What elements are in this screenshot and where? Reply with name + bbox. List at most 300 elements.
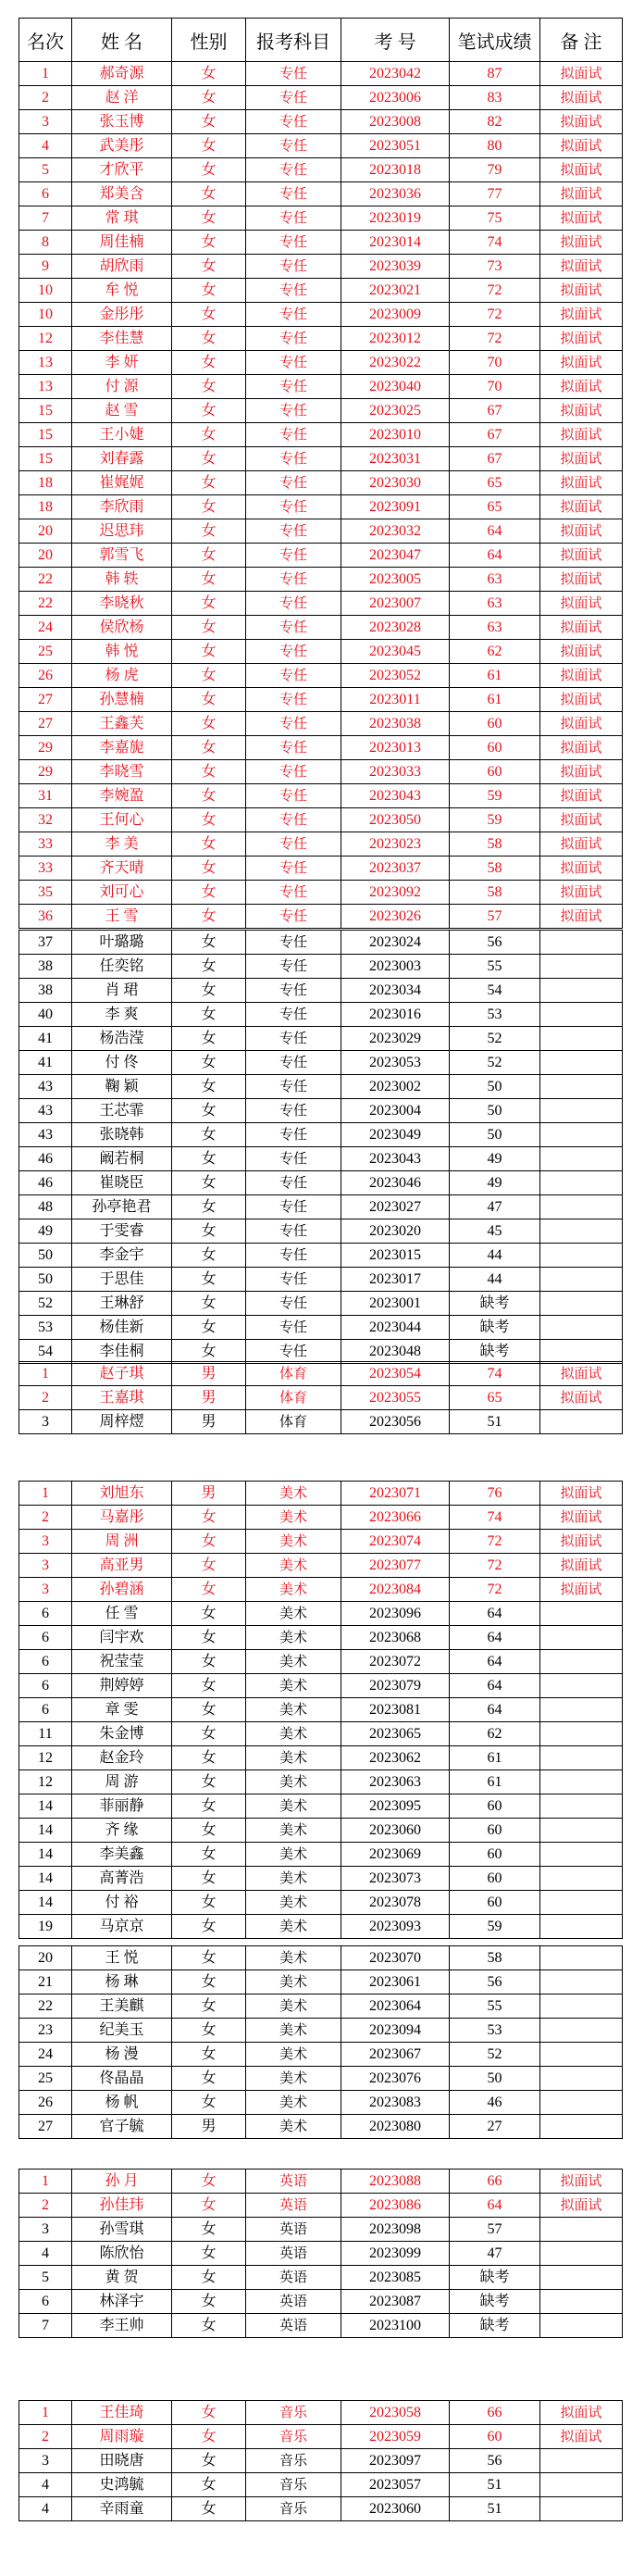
table-row xyxy=(19,471,623,495)
rank-cell: 12 xyxy=(19,1770,72,1794)
score-cell: 74 xyxy=(450,1362,540,1386)
rank-cell: 15 xyxy=(19,423,72,447)
name-cell: 孙亭艳君 xyxy=(72,1195,172,1219)
rank-cell: 15 xyxy=(19,447,72,471)
name-cell: 任奕铭 xyxy=(72,955,172,979)
score-cell: 64 xyxy=(450,1674,540,1698)
table-row xyxy=(19,857,623,881)
rank-cell: 19 xyxy=(19,1915,72,1939)
name-cell: 菲丽静 xyxy=(72,1794,172,1819)
table-row xyxy=(19,1770,623,1794)
score-cell: 76 xyxy=(450,1482,540,1506)
subject-cell: 英语 xyxy=(246,2290,341,2314)
subject-cell: 专任 xyxy=(246,303,341,327)
table-row xyxy=(19,86,623,110)
name-cell: 王鑫芙 xyxy=(72,712,172,736)
name-cell: 付 源 xyxy=(72,375,172,399)
rank-cell: 52 xyxy=(19,1292,72,1316)
rank-cell: 27 xyxy=(19,2115,72,2139)
exam-id-cell: 2023083 xyxy=(341,2091,450,2115)
note-cell xyxy=(540,1946,623,1970)
rank-cell: 20 xyxy=(19,1946,72,1970)
results-table-yinyue xyxy=(19,2400,623,2521)
gender-cell: 女 xyxy=(172,62,246,86)
note-cell xyxy=(540,1099,623,1123)
subject-cell: 专任 xyxy=(246,231,341,255)
name-cell: 周梓熤 xyxy=(72,1410,172,1434)
name-cell: 李佳桐 xyxy=(72,1340,172,1364)
exam-id-cell: 2023092 xyxy=(341,881,450,905)
note-cell: 拟面试 xyxy=(540,351,623,375)
score-cell: 83 xyxy=(450,86,540,110)
subject-cell: 专任 xyxy=(246,62,341,86)
table-row xyxy=(19,736,623,760)
subject-cell: 专任 xyxy=(246,182,341,206)
name-cell: 迟思玮 xyxy=(72,519,172,544)
subject-cell: 专任 xyxy=(246,1244,341,1268)
exam-id-cell: 2023015 xyxy=(341,1244,450,1268)
subject-cell: 英语 xyxy=(246,2314,341,2338)
exam-id-cell: 2023067 xyxy=(341,2043,450,2067)
score-cell: 缺考 xyxy=(450,1340,540,1364)
subject-cell: 专任 xyxy=(246,399,341,423)
gender-cell: 女 xyxy=(172,760,246,784)
table-row xyxy=(19,1075,623,1099)
score-cell: 56 xyxy=(450,931,540,955)
score-cell: 74 xyxy=(450,1506,540,1530)
header-gender: 性别 xyxy=(172,19,246,62)
name-cell: 付 佟 xyxy=(72,1051,172,1075)
gender-cell: 女 xyxy=(172,1746,246,1770)
name-cell: 李王帅 xyxy=(72,2314,172,2338)
header-row xyxy=(19,19,623,62)
rank-cell: 43 xyxy=(19,1099,72,1123)
note-cell xyxy=(540,1698,623,1722)
table-row xyxy=(19,182,623,206)
subject-cell: 美术 xyxy=(246,1554,341,1578)
score-cell: 72 xyxy=(450,1578,540,1602)
rank-cell: 41 xyxy=(19,1051,72,1075)
subject-cell: 美术 xyxy=(246,1602,341,1626)
rank-cell: 24 xyxy=(19,616,72,640)
subject-cell: 美术 xyxy=(246,1578,341,1602)
score-cell: 54 xyxy=(450,979,540,1003)
table-row xyxy=(19,640,623,664)
rank-cell: 38 xyxy=(19,979,72,1003)
gender-cell: 女 xyxy=(172,351,246,375)
table-row xyxy=(19,1003,623,1027)
table-row xyxy=(19,2218,623,2242)
gender-cell: 男 xyxy=(172,2115,246,2139)
note-cell xyxy=(540,1027,623,1051)
gender-cell: 女 xyxy=(172,1292,246,1316)
rank-cell: 33 xyxy=(19,832,72,857)
score-cell: 59 xyxy=(450,808,540,832)
rank-cell: 15 xyxy=(19,399,72,423)
exam-id-cell: 2023013 xyxy=(341,736,450,760)
score-cell: 27 xyxy=(450,2115,540,2139)
exam-id-cell: 2023001 xyxy=(341,1292,450,1316)
subject-cell: 专任 xyxy=(246,1195,341,1219)
table-row xyxy=(19,2290,623,2314)
subject-cell: 音乐 xyxy=(246,2401,341,2425)
subject-cell: 美术 xyxy=(246,1650,341,1674)
score-cell: 60 xyxy=(450,1843,540,1867)
note-cell: 拟面试 xyxy=(540,399,623,423)
gender-cell: 女 xyxy=(172,2473,246,2497)
gender-cell: 女 xyxy=(172,1340,246,1364)
table-row xyxy=(19,2497,623,2521)
name-cell: 林泽宇 xyxy=(72,2290,172,2314)
score-cell: 72 xyxy=(450,1554,540,1578)
name-cell: 田晓唐 xyxy=(72,2449,172,2473)
gender-cell: 女 xyxy=(172,134,246,158)
exam-id-cell: 2023023 xyxy=(341,832,450,857)
exam-id-cell: 2023070 xyxy=(341,1946,450,1970)
score-cell: 55 xyxy=(450,1995,540,2019)
score-cell: 72 xyxy=(450,327,540,351)
exam-id-cell: 2023052 xyxy=(341,664,450,688)
rank-cell: 1 xyxy=(19,62,72,86)
exam-id-cell: 2023047 xyxy=(341,544,450,568)
note-cell: 拟面试 xyxy=(540,1506,623,1530)
exam-id-cell: 2023057 xyxy=(341,2473,450,2497)
note-cell: 拟面试 xyxy=(540,519,623,544)
exam-id-cell: 2023094 xyxy=(341,2019,450,2043)
score-cell: 61 xyxy=(450,664,540,688)
table-row xyxy=(19,1746,623,1770)
gender-cell: 女 xyxy=(172,1219,246,1244)
score-cell: 53 xyxy=(450,2019,540,2043)
name-cell: 佟晶晶 xyxy=(72,2067,172,2091)
gender-cell: 女 xyxy=(172,1003,246,1027)
subject-cell: 专任 xyxy=(246,568,341,592)
subject-cell: 专任 xyxy=(246,1316,341,1340)
score-cell: 60 xyxy=(450,1891,540,1915)
gender-cell: 男 xyxy=(172,1386,246,1410)
subject-cell: 专任 xyxy=(246,279,341,303)
name-cell: 李嘉旎 xyxy=(72,736,172,760)
subject-cell: 专任 xyxy=(246,158,341,182)
note-cell xyxy=(540,1722,623,1746)
rank-cell: 3 xyxy=(19,1554,72,1578)
exam-id-cell: 2023088 xyxy=(341,2170,450,2194)
note-cell: 拟面试 xyxy=(540,568,623,592)
subject-cell: 美术 xyxy=(246,2067,341,2091)
subject-cell: 专任 xyxy=(246,1340,341,1364)
note-cell: 拟面试 xyxy=(540,134,623,158)
score-cell: 52 xyxy=(450,2043,540,2067)
exam-id-cell: 2023068 xyxy=(341,1626,450,1650)
name-cell: 王小婕 xyxy=(72,423,172,447)
exam-id-cell: 2023079 xyxy=(341,1674,450,1698)
gender-cell: 女 xyxy=(172,1794,246,1819)
name-cell: 付 裕 xyxy=(72,1891,172,1915)
table-row xyxy=(19,2115,623,2139)
gender-cell: 女 xyxy=(172,2091,246,2115)
exam-id-cell: 2023064 xyxy=(341,1995,450,2019)
exam-id-cell: 2023018 xyxy=(341,158,450,182)
table-row xyxy=(19,1915,623,1939)
results-block xyxy=(19,18,622,929)
table-row xyxy=(19,1292,623,1316)
note-cell xyxy=(540,1626,623,1650)
score-cell: 56 xyxy=(450,2449,540,2473)
name-cell: 高菁浩 xyxy=(72,1867,172,1891)
rank-cell: 36 xyxy=(19,905,72,929)
gender-cell: 女 xyxy=(172,568,246,592)
name-cell: 杨 漫 xyxy=(72,2043,172,2067)
table-body xyxy=(19,2401,623,2521)
exam-id-cell: 2023022 xyxy=(341,351,450,375)
subject-cell: 专任 xyxy=(246,471,341,495)
rank-cell: 22 xyxy=(19,1995,72,2019)
note-cell: 拟面试 xyxy=(540,1482,623,1506)
rank-cell: 10 xyxy=(19,303,72,327)
rank-cell: 6 xyxy=(19,1650,72,1674)
table-row xyxy=(19,1195,623,1219)
subject-cell: 专任 xyxy=(246,760,341,784)
rank-cell: 50 xyxy=(19,1244,72,1268)
score-cell: 60 xyxy=(450,1819,540,1843)
gender-cell: 女 xyxy=(172,1970,246,1995)
subject-cell: 英语 xyxy=(246,2266,341,2290)
note-cell: 拟面试 xyxy=(540,62,623,86)
exam-id-cell: 2023053 xyxy=(341,1051,450,1075)
score-cell: 50 xyxy=(450,2067,540,2091)
name-cell: 周 洲 xyxy=(72,1530,172,1554)
table-body xyxy=(19,1946,623,2139)
name-cell: 马京京 xyxy=(72,1915,172,1939)
note-cell xyxy=(540,1770,623,1794)
name-cell: 阚若桐 xyxy=(72,1147,172,1171)
score-cell: 59 xyxy=(450,784,540,808)
name-cell: 侯欣杨 xyxy=(72,616,172,640)
score-cell: 53 xyxy=(450,1003,540,1027)
subject-cell: 音乐 xyxy=(246,2425,341,2449)
note-cell xyxy=(540,1003,623,1027)
name-cell: 李 爽 xyxy=(72,1003,172,1027)
name-cell: 周雨璇 xyxy=(72,2425,172,2449)
note-cell xyxy=(540,1867,623,1891)
gender-cell: 女 xyxy=(172,1770,246,1794)
subject-cell: 英语 xyxy=(246,2218,341,2242)
subject-cell: 专任 xyxy=(246,1003,341,1027)
subject-cell: 专任 xyxy=(246,1171,341,1195)
gender-cell: 女 xyxy=(172,86,246,110)
name-cell: 李婉盈 xyxy=(72,784,172,808)
subject-cell: 美术 xyxy=(246,2115,341,2139)
table-row xyxy=(19,2170,623,2194)
subject-cell: 美术 xyxy=(246,1722,341,1746)
score-cell: 64 xyxy=(450,519,540,544)
exam-id-cell: 2023087 xyxy=(341,2290,450,2314)
exam-id-cell: 2023020 xyxy=(341,1219,450,1244)
table-row xyxy=(19,2242,623,2266)
rank-cell: 35 xyxy=(19,881,72,905)
gender-cell: 女 xyxy=(172,955,246,979)
table-row xyxy=(19,2473,623,2497)
note-cell: 拟面试 xyxy=(540,832,623,857)
name-cell: 王佳琦 xyxy=(72,2401,172,2425)
rank-cell: 2 xyxy=(19,2425,72,2449)
gender-cell: 女 xyxy=(172,1674,246,1698)
name-cell: 荆婷婷 xyxy=(72,1674,172,1698)
exam-id-cell: 2023051 xyxy=(341,134,450,158)
score-cell: 44 xyxy=(450,1268,540,1292)
score-cell: 缺考 xyxy=(450,2314,540,2338)
exam-id-cell: 2023062 xyxy=(341,1746,450,1770)
gender-cell: 女 xyxy=(172,1995,246,2019)
table-row xyxy=(19,351,623,375)
name-cell: 杨佳新 xyxy=(72,1316,172,1340)
results-block xyxy=(19,2400,622,2521)
score-cell: 50 xyxy=(450,1099,540,1123)
exam-id-cell: 2023017 xyxy=(341,1268,450,1292)
score-cell: 60 xyxy=(450,2425,540,2449)
note-cell xyxy=(540,1316,623,1340)
table-row xyxy=(19,1674,623,1698)
table-row xyxy=(19,1171,623,1195)
subject-cell: 美术 xyxy=(246,1530,341,1554)
subject-cell: 美术 xyxy=(246,1867,341,1891)
note-cell: 拟面试 xyxy=(540,1530,623,1554)
rank-cell: 1 xyxy=(19,2401,72,2425)
subject-cell: 专任 xyxy=(246,375,341,399)
rank-cell: 12 xyxy=(19,327,72,351)
name-cell: 王 雪 xyxy=(72,905,172,929)
score-cell: 67 xyxy=(450,447,540,471)
rank-cell: 29 xyxy=(19,736,72,760)
name-cell: 任 雪 xyxy=(72,1602,172,1626)
table-row xyxy=(19,544,623,568)
table-body xyxy=(19,62,623,929)
score-cell: 63 xyxy=(450,616,540,640)
rank-cell: 32 xyxy=(19,808,72,832)
subject-cell: 专任 xyxy=(246,1099,341,1123)
rank-cell: 6 xyxy=(19,182,72,206)
score-cell: 62 xyxy=(450,640,540,664)
note-cell xyxy=(540,2218,623,2242)
subject-cell: 音乐 xyxy=(246,2473,341,2497)
table-row xyxy=(19,158,623,182)
rank-cell: 26 xyxy=(19,2091,72,2115)
subject-cell: 专任 xyxy=(246,1123,341,1147)
exam-id-cell: 2023046 xyxy=(341,1171,450,1195)
note-cell xyxy=(540,2043,623,2067)
table-row xyxy=(19,2425,623,2449)
rank-cell: 4 xyxy=(19,2242,72,2266)
score-cell: 缺考 xyxy=(450,2290,540,2314)
table-row xyxy=(19,1554,623,1578)
rank-cell: 14 xyxy=(19,1794,72,1819)
exam-id-cell: 2023009 xyxy=(341,303,450,327)
exam-id-cell: 2023012 xyxy=(341,327,450,351)
name-cell: 才欣平 xyxy=(72,158,172,182)
subject-cell: 专任 xyxy=(246,664,341,688)
rank-cell: 25 xyxy=(19,640,72,664)
rank-cell: 33 xyxy=(19,857,72,881)
exam-id-cell: 2023010 xyxy=(341,423,450,447)
header-score: 笔试成绩 xyxy=(450,19,540,62)
rank-cell: 3 xyxy=(19,2218,72,2242)
note-cell xyxy=(540,1995,623,2019)
rank-cell: 3 xyxy=(19,2449,72,2473)
rank-cell: 40 xyxy=(19,1003,72,1027)
score-cell: 58 xyxy=(450,881,540,905)
name-cell: 张玉博 xyxy=(72,110,172,134)
name-cell: 牟 悦 xyxy=(72,279,172,303)
subject-cell: 专任 xyxy=(246,616,341,640)
gender-cell: 女 xyxy=(172,1843,246,1867)
results-block xyxy=(19,1481,622,1939)
gender-cell: 女 xyxy=(172,544,246,568)
gender-cell: 男 xyxy=(172,1410,246,1434)
score-cell: 缺考 xyxy=(450,2266,540,2290)
rank-cell: 22 xyxy=(19,592,72,616)
exam-id-cell: 2023073 xyxy=(341,1867,450,1891)
gender-cell: 女 xyxy=(172,2067,246,2091)
name-cell: 祝莹莹 xyxy=(72,1650,172,1674)
name-cell: 李金宇 xyxy=(72,1244,172,1268)
score-cell: 59 xyxy=(450,1915,540,1939)
exam-id-cell: 2023074 xyxy=(341,1530,450,1554)
rank-cell: 14 xyxy=(19,1819,72,1843)
note-cell xyxy=(540,955,623,979)
note-cell xyxy=(540,1650,623,1674)
exam-id-cell: 2023076 xyxy=(341,2067,450,2091)
gender-cell: 女 xyxy=(172,931,246,955)
exam-id-cell: 2023097 xyxy=(341,2449,450,2473)
exam-id-cell: 2023038 xyxy=(341,712,450,736)
score-cell: 61 xyxy=(450,688,540,712)
score-cell: 58 xyxy=(450,1946,540,1970)
rank-cell: 27 xyxy=(19,688,72,712)
gender-cell: 女 xyxy=(172,1626,246,1650)
table-row xyxy=(19,495,623,519)
name-cell: 李欣雨 xyxy=(72,495,172,519)
rank-cell: 14 xyxy=(19,1891,72,1915)
score-cell: 47 xyxy=(450,1195,540,1219)
score-cell: 45 xyxy=(450,1219,540,1244)
subject-cell: 美术 xyxy=(246,1915,341,1939)
name-cell: 郑美含 xyxy=(72,182,172,206)
exam-id-cell: 2023050 xyxy=(341,808,450,832)
score-cell: 52 xyxy=(450,1027,540,1051)
gender-cell: 女 xyxy=(172,2266,246,2290)
gender-cell: 女 xyxy=(172,375,246,399)
rank-cell: 6 xyxy=(19,1626,72,1650)
name-cell: 马嘉彤 xyxy=(72,1506,172,1530)
subject-cell: 专任 xyxy=(246,736,341,760)
score-cell: 75 xyxy=(450,206,540,231)
note-cell xyxy=(540,1051,623,1075)
table-row xyxy=(19,1147,623,1171)
exam-id-cell: 2023095 xyxy=(341,1794,450,1819)
gender-cell: 女 xyxy=(172,279,246,303)
rank-cell: 2 xyxy=(19,86,72,110)
rank-cell: 46 xyxy=(19,1171,72,1195)
gender-cell: 女 xyxy=(172,905,246,929)
gender-cell: 女 xyxy=(172,857,246,881)
score-cell: 64 xyxy=(450,544,540,568)
rank-cell: 13 xyxy=(19,375,72,399)
gender-cell: 女 xyxy=(172,1123,246,1147)
table-row xyxy=(19,1843,623,1867)
rank-cell: 23 xyxy=(19,2019,72,2043)
subject-cell: 专任 xyxy=(246,712,341,736)
exam-id-cell: 2023034 xyxy=(341,979,450,1003)
